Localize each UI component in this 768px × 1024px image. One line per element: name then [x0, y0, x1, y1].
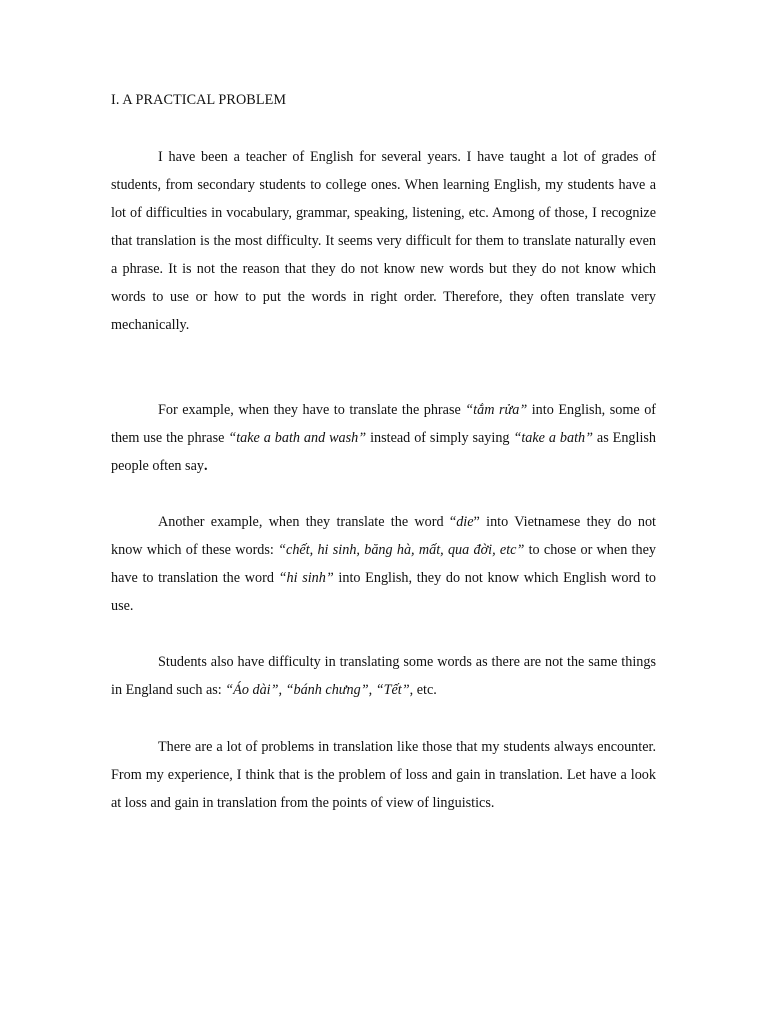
quoted-phrase: “tắm rửa”	[465, 402, 528, 418]
paragraph-text: , etc.	[409, 682, 437, 698]
quoted-phrase: “chết, hi sinh, băng hà, mất, qua đời, etc”	[278, 542, 525, 558]
paragraph-text: as English people often say	[111, 430, 657, 474]
paragraph-text: Another example, when they translate the word “	[158, 514, 457, 530]
paragraph-text: For example, when they have to translate the phrase	[158, 402, 466, 418]
paragraph-intro: I have been a teacher of English for several years. I have taught a lot of grades of students, from secondary students to college ones. When learning English, my students have a lot of difficulties in vocabulary, grammar, speaking, listening, etc. Among of those, I recognize that translation is the most difficulty. It seems very difficult for them to translate naturally even a phrase. It is not the reason that they do not know new words but they do not know which words to use or how to put the words in right order. Therefore, they often translate very mechanically.	[111, 149, 656, 333]
quoted-word: die	[456, 514, 474, 530]
quoted-phrase: “take a bath”	[513, 430, 593, 446]
paragraph-text: into English, they do not know which English word to use.	[111, 570, 656, 614]
section-heading: I. A PRACTICAL PROBLEM	[111, 92, 287, 108]
quoted-phrase: “Áo dài”, “bánh chưng”, “Tết”	[225, 682, 410, 698]
paragraph-text: into English, some of them use the phrase	[111, 402, 657, 446]
paragraph-text: instead of simply saying	[366, 430, 514, 446]
quoted-phrase: “hi sinh”	[278, 570, 334, 586]
period-mark: .	[203, 458, 208, 474]
paragraph-text: Students also have difficulty in translating some words as there are not the same things in England such as:	[111, 654, 656, 698]
quoted-phrase: “take a bath and wash”	[228, 430, 367, 446]
paragraph-text: ” into Vietnamese they do not know which of these words:	[111, 514, 656, 558]
paragraph-example-bath	[111, 396, 656, 480]
paragraph-text: to chose or when they have to translation the word	[111, 542, 656, 586]
paragraph-conclusion: There are a lot of problems in translation like those that my students always encounter. From my experience, I think that is the problem of loss and gain in translation. Let have a look at loss and gain in translation from the points of view of linguistics.	[111, 739, 656, 811]
paragraph-example-die	[111, 508, 656, 620]
paragraph-cultural-words	[111, 648, 656, 704]
